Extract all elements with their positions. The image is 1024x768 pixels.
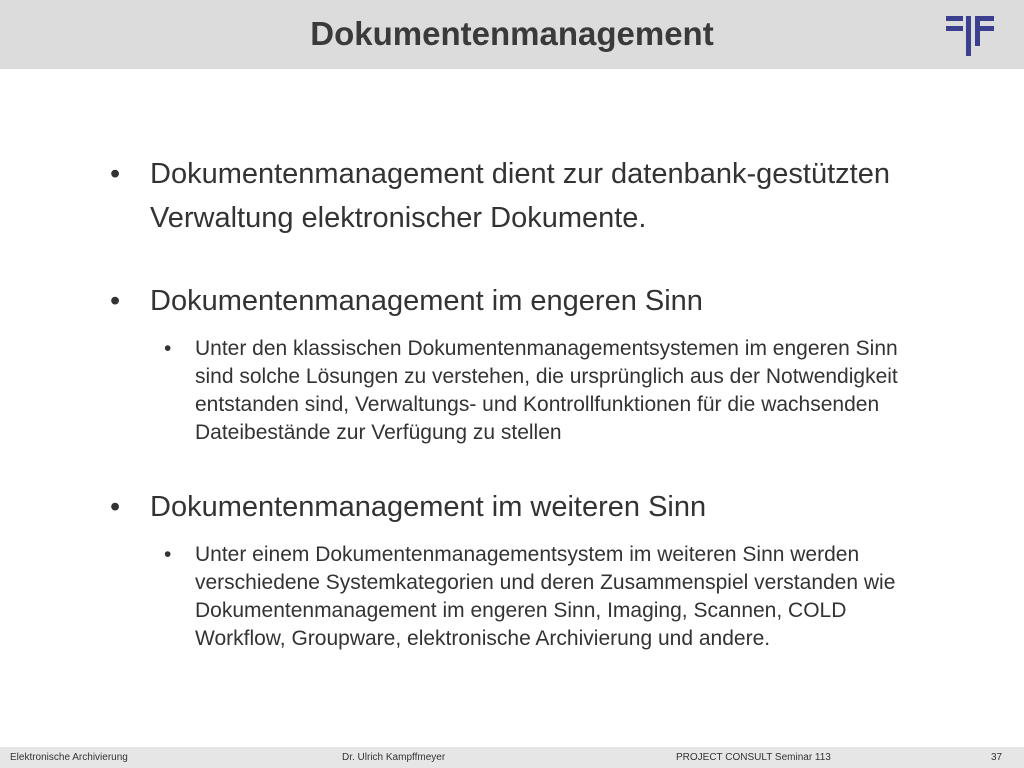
bullet-text: Dokumentenmanagement im engeren Sinn (150, 285, 703, 317)
footer-bar (0, 747, 1024, 768)
bullet-marker: • (110, 285, 121, 317)
sub-bullet-marker: • (164, 337, 172, 360)
footer-author: Dr. Ulrich Kampffmeyer (342, 752, 446, 763)
slide-title: Dokumentenmanagement (310, 15, 714, 52)
sub-bullet-marker: • (164, 543, 172, 566)
sub-bullet-text: Unter den klassischen Dokumentenmanagementsystemen im engeren Sinn sind solche Lösungen zu verstehen, die ursprünglich aus der Notwendigkeit entstanden sind, Verwaltungs- und Kontrollfunktionen für die wachsenden Dateibestände zur Verfügung zu stellen (195, 337, 898, 444)
bullet-marker: • (110, 491, 121, 523)
footer-page-number: 37 (991, 752, 1003, 763)
footer-course-title: Elektronische Archivierung (10, 752, 128, 763)
sub-bullet-text: Unter einem Dokumentenmanagementsystem im weiteren Sinn werden verschiedene Systemkategorien und deren Zusammenspiel verstanden wie Dokumentenmanagement im engeren Sinn, Imaging, Scannen, COLD Workflow, Groupware, elektronische Archivierung und andere. (195, 543, 896, 650)
bullet-text: Dokumentenmanagement im weiteren Sinn (150, 491, 707, 523)
bullet-marker: • (110, 158, 121, 190)
bullet-text: Dokumentenmanagement dient zur datenbank-gestützten Verwaltung elektronischer Dokumente. (150, 158, 890, 234)
footer-seminar: PROJECT CONSULT Seminar 113 (676, 752, 831, 763)
